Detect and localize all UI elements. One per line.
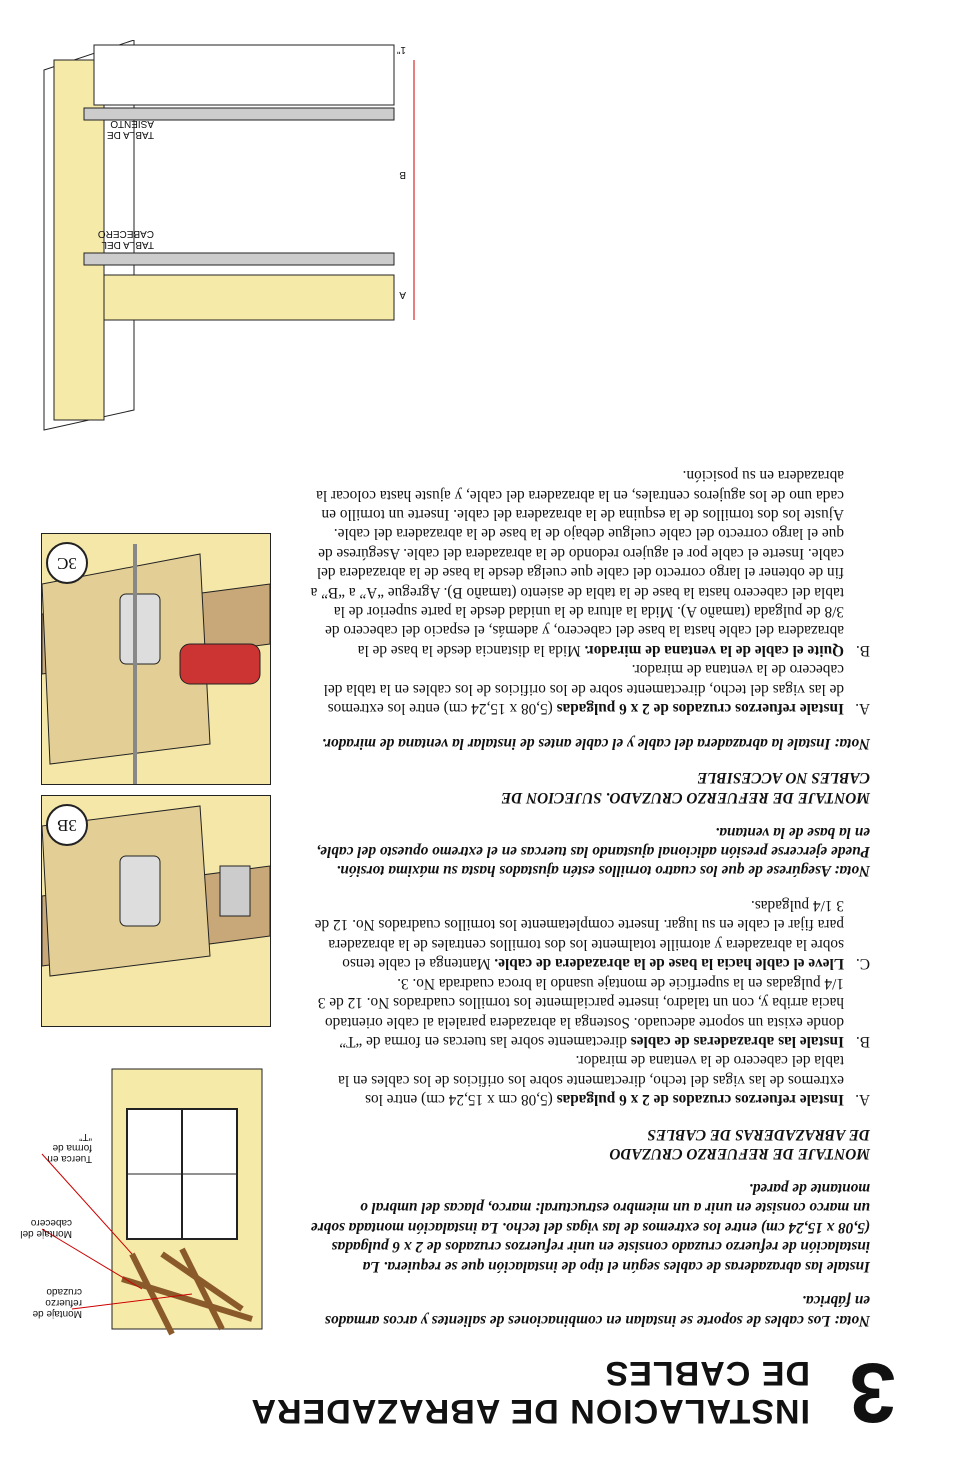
figure-3c bbox=[41, 533, 271, 785]
step-heading bbox=[42, 1345, 902, 1440]
section1-heading-line1: MONTAJE DE REFUERZO CRUZADO bbox=[609, 1145, 870, 1163]
dimension-b: B bbox=[399, 169, 406, 180]
section1-heading-line2: DE ABRAZADERAS DE CABLES bbox=[647, 1125, 870, 1143]
section1-item-a: A. Instale refuerzos cruzados de 2 x 6 pulgadas (5,08 cm x 15,24 cm) entre los extremos de las vigas del techo, directamente sobre los orificios de los cables en la tabla del cabecero de la ventana de mirador. bbox=[338, 1052, 870, 1109]
label-tabla-cabecero: TABLA DEL CABECERO bbox=[97, 228, 154, 250]
section1-note: Nota: Asegúrese de que los cuatro tornillos estén ajustados hasta su máxima torsión. Puede ejercerse presión adicional ajustando las tuercas en el extremo opuesto del cable, en la base de la ventana. bbox=[316, 823, 870, 880]
section2-heading-line1: MONTAJE DE REFUERZO CRUZADO. SUJECION DE bbox=[501, 788, 870, 806]
label-tuerca-t: Tuerca en forma de “T” bbox=[47, 1131, 92, 1164]
label-montaje-refuerzo: Montaje de refuerzo cruzado bbox=[32, 1286, 82, 1319]
section-diagram bbox=[34, 40, 434, 450]
body-text bbox=[310, 466, 870, 1345]
bay-window-illustration bbox=[20, 1039, 282, 1349]
figure-3c-badge: 3C bbox=[46, 542, 88, 584]
section2-heading-line2: CABLES NO ACCESIBLE bbox=[697, 769, 870, 787]
intro-note: Nota: Los cables de soporte se instalan en combinaciones de salientes y arcos armados en fábrica. bbox=[324, 1292, 870, 1329]
page-title-line1: INSTALACION DE ABRAZADERA bbox=[250, 1392, 810, 1430]
label-montaje-cabecero: Montaje del cabecero bbox=[20, 1217, 72, 1239]
section2-item-b: B. Quite el cable de la ventana de mirador. Mida la distancia desde la base de la abrazadera del cable hasta la base del cabecero, y además, el espacio del cabecero de 3/8 de pulgada (tamaño A). Mida la altura de la unidad desde la parte superior de la tabla del cabecero hasta la base de la tabla de asiento (tamaño B). Agregue “A” a “B” a fin de obtener el largo correcto del cable que cuelga desde la base de la abrazadera del cable. Inserte el cable por el agujero redondo de la abrazadera del cable. Asegúrese de que el largo correcto del cable cuelgue debajo de la base de la abrazadera del cable. Ajuste los dos tornillos de la esquina de la abrazadera del cable. Inserte un tornillo en cada uno de los agujeros centrales, en la abrazadera del cable, y ajuste hasta colocar la abrazadera en su posición. bbox=[310, 467, 870, 659]
section1-item-b: B. Instale las abrazaderas de cables directamente sobre las tuercas en forma de “T” donde exista un soporte adecuado. Sostenga la abrazadera paralela al cable orientado hacia arriba y, con un taladro, inserte parcialmente los tornillos cuadrados No. 12 de 3 1/4 pulgadas en la superficie de montaje usando la broca cuadrada No. 3. bbox=[317, 974, 870, 1050]
step-number: 3 bbox=[849, 1346, 896, 1440]
figure-3b bbox=[41, 795, 271, 1027]
label-tabla-asiento: TABLA DE ASIENTO bbox=[106, 118, 154, 140]
dimension-a: A bbox=[399, 289, 406, 300]
section1-item-c: C. Lleve el cable hacia la base de la abrazadera de cable. Mantenga el cable tenso sobre la abrazadera y atornille totalmente los dos tornillos centrales de la abrazadera para fijar el cable en su lugar. Inserte completamente los tornillos cuadrados No. 12 de 3 1/4 pulgadas. bbox=[314, 897, 870, 973]
page-title-line2: DE CABLES bbox=[604, 1354, 810, 1392]
intro-paragraph: Instale las abrazaderas de cables según el tipo de instalación que se requiera. La instalación de refuerzo cruzado consiste en unir refuerzos cruzados de 2 x 6 pulgadas (5,08 x 15,24 cm) entre los extremos de las vigas del techo. La instalación montada sobre un marco consiste en unir a un miembro estructural: marco, placas del umbral o montante de pared. bbox=[310, 1179, 870, 1275]
section2-item-a: A. Instale refuerzos cruzados de 2 x 6 pulgadas (5,08 x 15,24 cm) entre los extremos de las vigas del techo, directamente sobre de los orificios de los cables en la tabla del cabecero de la ventana de mirador. bbox=[323, 661, 870, 718]
figure-3b-badge: 3B bbox=[46, 804, 88, 846]
dimension-1-inch: 1" bbox=[396, 44, 406, 55]
section2-note: Nota: Instale la abrazadera del cable y el cable antes de instalar la ventana de mirador. bbox=[321, 734, 870, 752]
